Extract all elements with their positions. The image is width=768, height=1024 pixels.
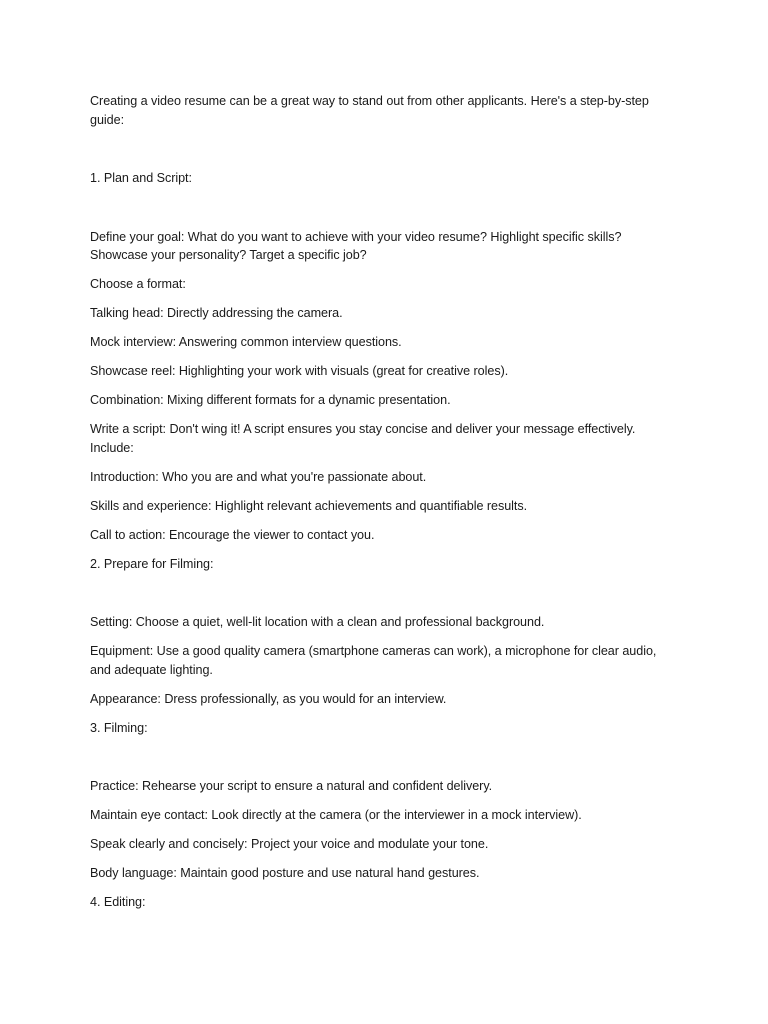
paragraph-introduction: Introduction: Who you are and what you're passionate about. bbox=[90, 469, 427, 484]
paragraph-call-to-action: Call to action: Encourage the viewer to contact you. bbox=[90, 527, 375, 542]
paragraph-eye-contact: Maintain eye contact: Look directly at the camera (or the interviewer in a mock interview). bbox=[90, 808, 582, 822]
paragraph-write-script: Write a script: Don't wing it! A script ensures you stay concise and deliver your message effectively. Include: bbox=[90, 422, 636, 455]
paragraph-skills-experience: Skills and experience: Highlight relevant achievements and quantifiable results. bbox=[90, 498, 528, 513]
section-heading-editing: 4. Editing: bbox=[90, 895, 146, 909]
paragraph-speak-clearly: Speak clearly and concisely: Project your voice and modulate your tone. bbox=[90, 837, 489, 851]
paragraph-choose-format: Choose a format: bbox=[90, 277, 186, 291]
paragraph-showcase-reel: Showcase reel: Highlighting your work with visuals (great for creative roles). bbox=[90, 364, 509, 378]
section-heading-filming: 3. Filming: bbox=[90, 720, 148, 735]
paragraph-appearance: Appearance: Dress professionally, as you would for an interview. bbox=[90, 691, 447, 706]
paragraph-talking-head: Talking head: Directly addressing the camera. bbox=[90, 306, 343, 320]
section-heading-prepare-for-filming: 2. Prepare for Filming: bbox=[90, 556, 214, 571]
paragraph-mock-interview: Mock interview: Answering common interview questions. bbox=[90, 335, 402, 349]
paragraph-body-language: Body language: Maintain good posture and use natural hand gestures. bbox=[90, 866, 480, 880]
paragraph-equipment: Equipment: Use a good quality camera (smartphone cameras can work), a microphone for clear audio, and adequate lighting. bbox=[90, 644, 657, 677]
paragraph-combination: Combination: Mixing different formats for a dynamic presentation. bbox=[90, 393, 451, 407]
paragraph-setting: Setting: Choose a quiet, well-lit location with a clean and professional background. bbox=[90, 615, 545, 629]
section-heading-plan-and-script: 1. Plan and Script: bbox=[90, 171, 192, 185]
paragraph-define-goal: Define your goal: What do you want to achieve with your video resume? Highlight specific skills? Showcase your personality? Target a specific job? bbox=[90, 229, 622, 262]
intro-paragraph: Creating a video resume can be a great way to stand out from other applicants. Here's a step-by-step guide: bbox=[90, 94, 649, 127]
paragraph-practice: Practice: Rehearse your script to ensure a natural and confident delivery. bbox=[90, 779, 493, 793]
